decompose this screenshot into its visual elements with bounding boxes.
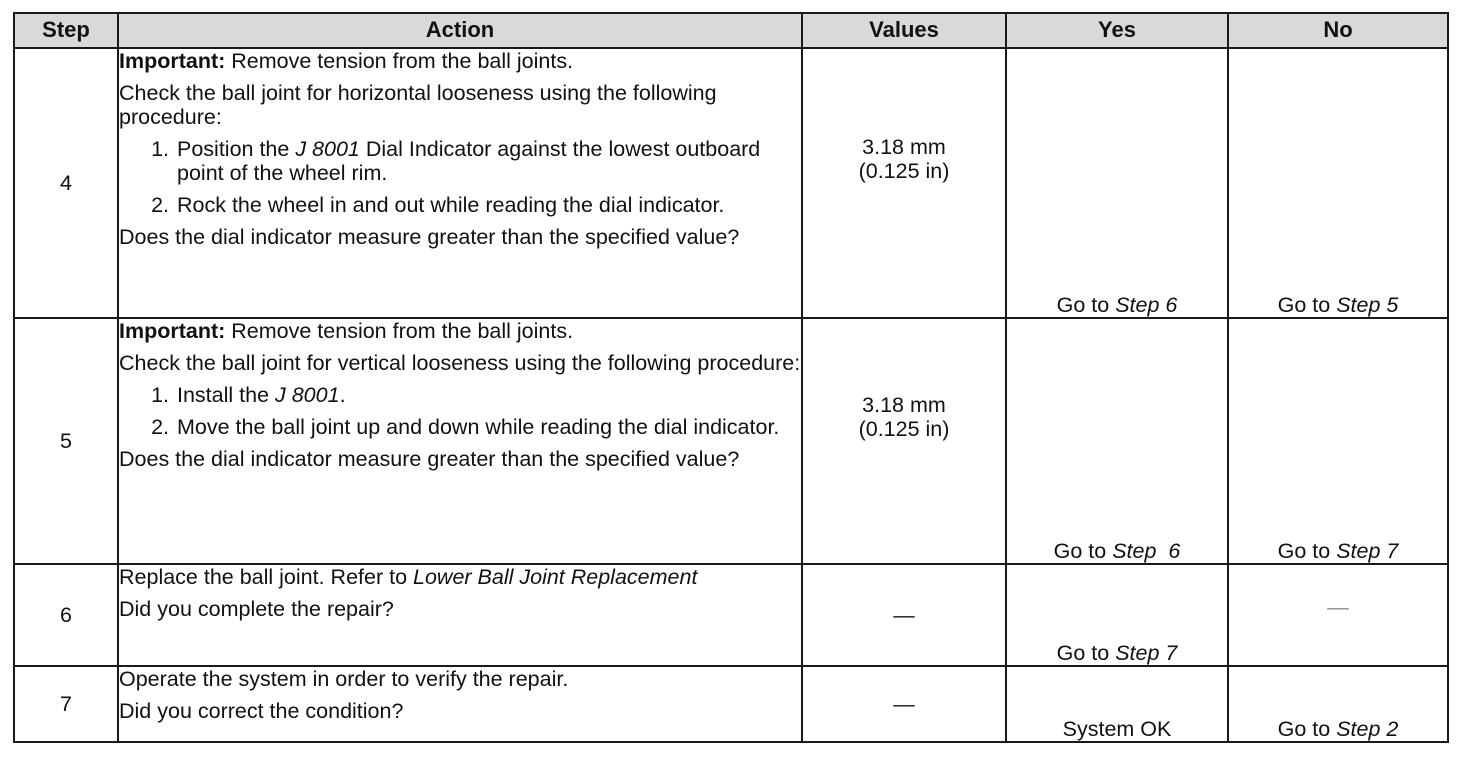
action-cell: [118, 318, 802, 564]
action-cell: [118, 564, 802, 666]
table-row-step-7: [14, 666, 1448, 742]
list-item: 2. Rock the wheel in and out while reading the dial indicator.: [175, 193, 801, 217]
no-cell: Go to Step 5: [1228, 48, 1448, 318]
step-number: 5: [14, 318, 118, 564]
action-text: Operate the system in order to verify the repair.: [119, 667, 569, 691]
question-text: Did you complete the repair?: [119, 597, 394, 622]
yes-cell: Go to Step 7: [1006, 564, 1228, 666]
step-reference: Step 5: [1336, 292, 1399, 317]
yes-cell: Go to Step 6: [1006, 318, 1228, 564]
step-reference: Step 2: [1336, 716, 1399, 741]
values-cell: —: [802, 666, 1006, 742]
values-cell: —: [802, 564, 1006, 666]
procedure-list: [119, 383, 801, 439]
table-row-step-4: [14, 48, 1448, 318]
procedure-intro: Check the ball joint for horizontal looseness using the following procedure:: [119, 81, 717, 130]
question-text: Does the dial indicator measure greater than the specified value?: [119, 225, 740, 250]
no-cell: —: [1228, 564, 1448, 666]
yes-cell: System OK: [1006, 666, 1228, 742]
no-cell: Go to Step 2: [1228, 666, 1448, 742]
important-note: Important: Remove tension from the ball joints.: [119, 319, 574, 343]
step-reference: Step 7: [1336, 538, 1399, 563]
diagnostic-table: [13, 12, 1449, 743]
header-yes: Yes: [1006, 13, 1228, 48]
header-step: Step: [14, 13, 118, 48]
action-cell: [118, 666, 802, 742]
no-cell: Go to Step 7: [1228, 318, 1448, 564]
list-item: 1. Position the J 8001 Dial Indicator against the lowest outboard point of the wheel rim.: [175, 137, 801, 185]
question-text: Did you correct the condition?: [119, 699, 404, 724]
header-action: Action: [118, 13, 802, 48]
step-reference: Step 6: [1112, 538, 1181, 563]
step-number: 4: [14, 48, 118, 318]
header-values: Values: [802, 13, 1006, 48]
step-number: 7: [14, 666, 118, 742]
values-cell: 3.18 mm (0.125 in): [802, 318, 1006, 564]
procedure-intro: Check the ball joint for vertical looseness using the following procedure:: [119, 351, 801, 376]
important-note: Important: Remove tension from the ball joints.: [119, 49, 574, 73]
list-item: 1. Install the J 8001.: [175, 383, 801, 407]
list-item: 2. Move the ball joint up and down while reading the dial indicator.: [175, 415, 801, 439]
step-reference: Step 7: [1115, 640, 1178, 665]
action-cell: [118, 48, 802, 318]
table-row-step-5: [14, 318, 1448, 564]
procedure-list: [119, 137, 801, 217]
header-no: No: [1228, 13, 1448, 48]
header-row: [14, 13, 1448, 48]
question-text: Does the dial indicator measure greater than the specified value?: [119, 447, 740, 472]
step-number: 6: [14, 564, 118, 666]
table-row-step-6: [14, 564, 1448, 666]
step-reference: Step 6: [1115, 292, 1178, 317]
procedure-reference: Lower Ball Joint Replacement: [413, 565, 698, 589]
action-text: Replace the ball joint. Refer to Lower Ball Joint Replacement: [119, 565, 698, 589]
values-cell: 3.18 mm (0.125 in): [802, 48, 1006, 318]
yes-cell: Go to Step 6: [1006, 48, 1228, 318]
